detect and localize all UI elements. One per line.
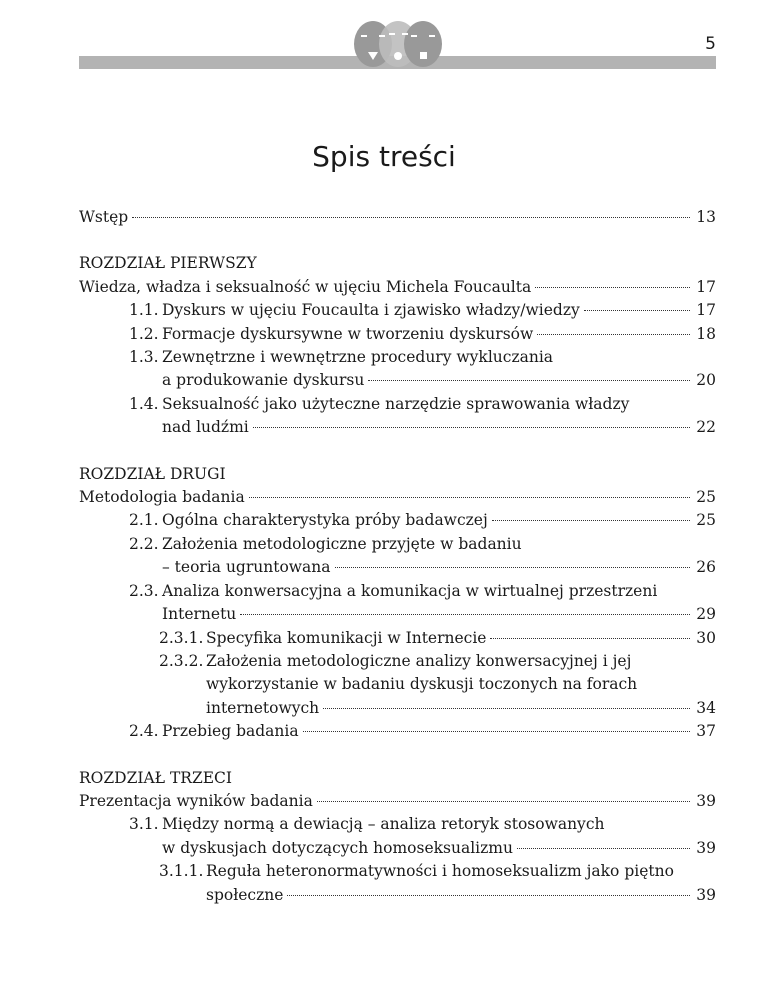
toc-entry-1-4-cont[interactable]: nad ludźmi 22 bbox=[162, 418, 716, 437]
toc-entry-label: Wstęp bbox=[79, 208, 129, 226]
toc-entry-1-1[interactable]: 1.1. Dyskurs w ujęciu Foucaulta i zjawisko władzy/wiedzy 17 bbox=[129, 301, 716, 320]
toc-entry-1-3[interactable]: 1.3. Zewnętrzne i wewnętrzne procedury wykluczania bbox=[129, 348, 554, 367]
toc-entry-2-2[interactable]: 2.2. Założenia metodologiczne przyjęte w badaniu bbox=[129, 534, 522, 553]
toc-entry-page: 13 bbox=[696, 208, 716, 226]
toc-entry-3-1-1[interactable]: 3.1.1. Reguła heteronormatywności i homoseksualizm jako piętno bbox=[159, 862, 674, 881]
dot-leader bbox=[584, 310, 691, 311]
toc-entry-1-3-cont[interactable]: a produkowanie dyskursu 20 bbox=[162, 371, 716, 390]
toc-entry-1-4[interactable]: 1.4. Seksualność jako użyteczne narzędzie sprawowania władzy bbox=[129, 394, 630, 413]
chapter-2-heading: ROZDZIAŁ DRUGI bbox=[79, 464, 226, 483]
chapter-3-heading: ROZDZIAŁ TRZECI bbox=[79, 768, 233, 787]
toc-entry-2-3-2[interactable]: 2.3.2. Założenia metodologiczne analizy konwersacyjnej i jej bbox=[159, 651, 632, 670]
dot-leader bbox=[249, 497, 691, 498]
toc-entry-3-1[interactable]: 3.1. Między normą a dewiacją – analiza retoryk stosowanych bbox=[129, 815, 605, 834]
dot-leader bbox=[335, 567, 691, 568]
dot-leader bbox=[517, 848, 690, 849]
masks-logo-icon bbox=[352, 20, 444, 70]
toc-entry-2-2-cont[interactable]: – teoria ugruntowana 26 bbox=[162, 558, 716, 577]
table-of-contents bbox=[79, 206, 716, 907]
toc-entry-2-3-1[interactable]: 2.3.1. Specyfika komunikacji w Internecie 30 bbox=[159, 628, 716, 647]
toc-entry-2-3[interactable]: 2.3. Analiza konwersacyjna a komunikacja w wirtualnej przestrzeni bbox=[129, 581, 658, 600]
chapter-3-title[interactable]: Prezentacja wyników badania 39 bbox=[79, 791, 716, 810]
toc-entry-2-3-2-cont[interactable]: wykorzystanie w badaniu dyskusji toczonych na forach bbox=[206, 675, 638, 694]
chapter-2-title[interactable]: Metodologia badania 25 bbox=[79, 488, 716, 507]
chapter-1-heading: ROZDZIAŁ PIERWSZY bbox=[79, 254, 257, 273]
toc-entry-3-1-1-cont[interactable]: społeczne 39 bbox=[206, 885, 716, 904]
toc-entry-2-3-cont[interactable]: Internetu 29 bbox=[162, 605, 716, 624]
page-number: 5 bbox=[705, 34, 716, 54]
dot-leader bbox=[537, 334, 690, 335]
dot-leader bbox=[535, 287, 690, 288]
dot-leader bbox=[253, 427, 691, 428]
dot-leader bbox=[492, 520, 690, 521]
toc-entry-1-2[interactable]: 1.2. Formacje dyskursywne w tworzeniu dyskursów 18 bbox=[129, 324, 716, 343]
dot-leader bbox=[287, 895, 690, 896]
dot-leader bbox=[132, 217, 690, 218]
dot-leader bbox=[490, 638, 690, 639]
toc-entry-2-4[interactable]: 2.4. Przebieg badania 37 bbox=[129, 722, 716, 741]
dot-leader bbox=[368, 380, 690, 381]
dot-leader bbox=[317, 801, 690, 802]
dot-leader bbox=[323, 708, 690, 709]
toc-entry-2-3-2-cont2[interactable]: internetowych 34 bbox=[206, 698, 716, 717]
chapter-1-title[interactable]: Wiedza, władza i seksualność w ujęciu Michela Foucaulta 17 bbox=[79, 277, 716, 296]
toc-entry-3-1-cont[interactable]: w dyskusjach dotyczących homoseksualizmu 39 bbox=[162, 838, 716, 857]
dot-leader bbox=[240, 614, 690, 615]
toc-title: Spis treści bbox=[312, 140, 456, 173]
toc-entry-2-1[interactable]: 2.1. Ogólna charakterystyka próby badawczej 25 bbox=[129, 511, 716, 530]
dot-leader bbox=[303, 731, 691, 732]
toc-entry-intro[interactable] bbox=[79, 206, 716, 229]
